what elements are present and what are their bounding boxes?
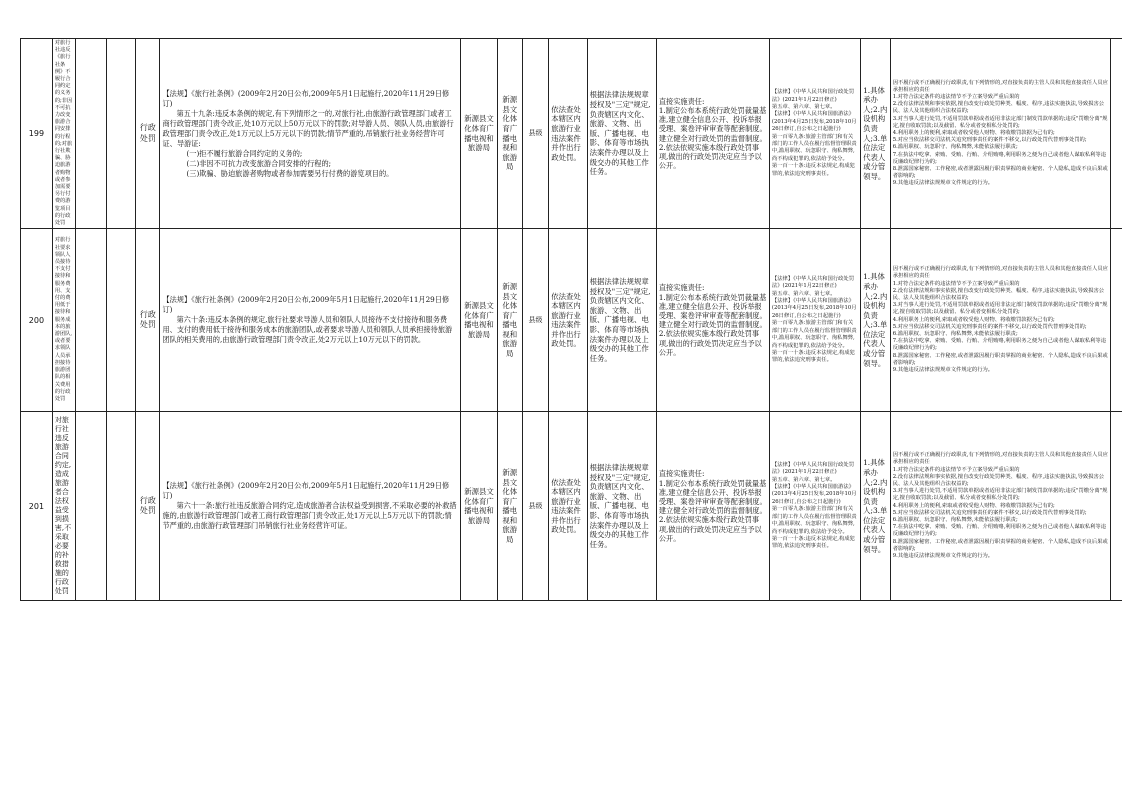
resp-line: 1.制定公布本系统行政处罚裁量基准,建立健全信息公开、投诉举报受理、案卷评审审查等配套制度。建立健全对行政处罚的监督制度。 <box>658 292 767 330</box>
legal-basis <box>160 412 461 601</box>
acc-line: 9.其他违反法律法规规章文件规定的行为。 <box>892 367 994 374</box>
acc-line: 6.滥用职权、玩忽职守、徇私舞弊,未能依法履行职责; <box>892 144 1018 151</box>
acc-line: 7.在执法中吃拿、索贿、受贿、行贿、介绍贿赂,利用职务之便为自己或者他人谋取私利等违反廉政纪律行为的; <box>892 151 1107 165</box>
law-reference <box>769 412 860 601</box>
duty: 依法查处本辖区内旅游行业违法案件并作出行政处罚。 <box>549 229 587 412</box>
blank-cell <box>75 39 106 229</box>
department-repeat: 新源县文化体育广播电视和旅游局 <box>497 39 522 229</box>
responsibility <box>656 412 769 601</box>
law-reference <box>769 229 860 412</box>
responsibility <box>656 229 769 412</box>
resp-line: 直接实施责任: <box>658 96 705 106</box>
acc-line: 9.其他违反法律法规规章文件规定的行为。 <box>892 553 994 560</box>
acc-line: 因不履行或不正确履行行政职责,有下列情形的,对直接负责的主管人员和其他直接责任人员应承担相应的责任 <box>892 266 1108 280</box>
authority: 根据法律法规规章授权及"三定"规定,负责辖区内文化、旅游、文物、出版、广播电视、电影、体育等市场执法案件办理以及上级交办的其他工作任务。 <box>587 412 656 601</box>
resp-line: 2.依法依规实施本级行政处罚事项,做出的行政处罚决定应当予以公开。 <box>658 515 762 543</box>
acc-line: 8.泄露国家秘密、工作秘密,或者泄露因履行职责掌握的商业秘密、个人隐私,造成不良后果或者影响的; <box>892 538 1108 552</box>
accountability <box>890 39 1111 229</box>
acc-line: 4.利用职务上的便利,索取或者收受他人财物、将收缴罚款据为己有的; <box>892 502 1055 509</box>
law-line: 第一百零九条:旅游主管部门和有关部门的工作人员在履行监督管理职责中,滥用职权、玩忽职守、徇私舞弊,尚不构成犯罪的,依法给予处分。 <box>771 506 857 535</box>
acc-line: 6.滥用职权、玩忽职守、徇私舞弊,未能依法履行职责; <box>892 331 1018 338</box>
blank-cell <box>1111 412 1122 601</box>
level: 县级 <box>522 39 548 229</box>
item-name: 对旅行社要求领队人员接待不支付接待和服务费用、支付的费用低于接待和服务成本的旅游团队,或者要求领队人员承担接待旅游团队的相关费用的行政处罚 <box>52 229 75 412</box>
acc-line: 9.其他违反法律法规规章文件规定的行为。 <box>892 180 994 187</box>
law-reference <box>769 39 860 229</box>
blank-cell <box>106 39 136 229</box>
level: 县级 <box>522 412 548 601</box>
authority: 根据法律法规规章授权及"三定"规定,负责辖区内文化、旅游、文物、出版、广播电视、电影、体育等市场执法案件办理以及上级交办的其他工作任务。 <box>587 229 656 412</box>
responsibility <box>656 39 769 229</box>
duty: 依法查处本辖区内旅游行业违法案件并作出行政处罚。 <box>549 412 587 601</box>
acc-line: 6.滥用职权、玩忽职守、徇私舞弊,未能依法履行职责; <box>892 517 1018 524</box>
law-line: 第五章、第六章、第七章。 <box>771 104 836 111</box>
law-line: 【法律】《中华人民共和国行政处罚法》(2021年1月22日修正) <box>771 89 855 103</box>
law-line: 【法律】《中华人民共和国旅游法》(2013年4月25日发布,2018年10月26日修订,自公布之日起施行) <box>771 298 857 319</box>
law-line: 【法律】《中华人民共和国旅游法》(2013年4月25日发布,2018年10月26日修订,自公布之日起施行) <box>771 484 857 505</box>
law-line: 【法律】《中华人民共和国行政处罚法》(2021年1月22日修正) <box>771 275 855 290</box>
legal-basis <box>160 39 461 229</box>
acc-line: 1.对符合法定条件的违法情节不予立案导致严重后果的 <box>892 94 1020 101</box>
row-number: 200 <box>21 229 53 412</box>
acc-line: 3.对当事人进行处罚,不适用罚款单据或者适用非法定部门制发罚款单据的;违反"罚缴分离"规定,擅自收取罚款;以及截留、私分或者变相私分处罚的; <box>892 115 1108 129</box>
acc-line: 1.对符合法定条件的违法情节不予立案导致严重后果的 <box>892 280 1020 287</box>
row-number: 201 <box>21 412 53 601</box>
department: 新源县文化体育广播电视和旅游局 <box>461 39 497 229</box>
department-repeat: 新源县文化体育广播电视和旅游局 <box>497 229 522 412</box>
basis-head: 【法规】《旅行社条例》(2009年2月20日公布,2009年5月1日起施行,2020年11月29日修订) <box>162 88 450 108</box>
basis-head: 【法规】《旅行社条例》(2009年2月20日公布,2009年5月1日起施行,2020年11月29日修订) <box>162 295 450 315</box>
acc-line: 5.对应当依法移交司法机关追究刑事责任的案件不移交,以行政处罚代替刑事处罚的; <box>892 323 1087 330</box>
power-list-table <box>20 38 1122 601</box>
table-row <box>21 229 1122 412</box>
law-line: 第一百一十条:违反本法规定,构成犯罪的,依法追究刑事责任。 <box>771 163 855 177</box>
resp-line: 1.制定公布本系统行政处罚裁量基准,建立健全信息公开、投诉举报受理、案卷评审审查等配套制度。建立健全对行政处罚的监督制度。 <box>658 106 767 143</box>
department: 新源县文化体育广播电视和旅游局 <box>461 229 497 412</box>
basis-body: 第六十一条:旅行社违反旅游合同约定,造成旅游者合法权益受到损害,不采取必要的补救措施的,由旅游行政管理部门或者工商行政管理部门责令改正,处1万元以上5万元以下的罚款;情节严重的,由旅游行政管理部门吊销旅行社业务经营许可证。 <box>162 501 457 531</box>
resp-line: 2.依法依规实施本级行政处罚事项,做出的行政处罚决定应当予以公开。 <box>658 329 762 357</box>
law-line: 第一百一十条:违反本法规定,构成犯罪的,依法追究刑事责任。 <box>771 349 855 364</box>
resp-line: 1.制定公布本系统行政处罚裁量基准,建立健全信息公开、投诉举报受理、案卷评审审查等配套制度。建立健全对行政处罚的监督制度。 <box>658 478 767 516</box>
basis-body: 第六十条:违反本条例的规定,旅行社要求导游人员和领队人员接待不支付接待和服务费用、支付的费用低于接待和服务成本的旅游团队,或者要求导游人员和领队人员承担接待旅游团队的相关费用的,由旅游行政管理部门责令改正,处2万元以上10万元以下的罚款。 <box>162 315 453 345</box>
accountability <box>890 412 1111 601</box>
department-repeat: 新源县文化体育广播电视和旅游局 <box>497 412 522 601</box>
power-type: 行政处罚 <box>136 39 160 229</box>
acc-line: 5.对应当依法移交司法机关追究刑事责任的案件不移交,以行政处罚代替刑事处罚的; <box>892 509 1087 516</box>
level: 县级 <box>522 229 548 412</box>
responsible-subject: 1.具体承办人;2.内设机构负责人;3.单位法定代表人或分管领导。 <box>861 39 891 229</box>
department: 新源县文化体育广播电视和旅游局 <box>461 412 497 601</box>
law-line: 第一百零九条:旅游主管部门和有关部门的工作人员在履行监督管理职责中,滥用职权、玩忽职守、徇私舞弊,尚不构成犯罪的,依法给予处分。 <box>771 133 857 162</box>
blank-cell <box>106 229 136 412</box>
legal-basis <box>160 229 461 412</box>
acc-line: 2.没有法律法规和事实依据,擅自改变行政处罚种类、幅度、程序,违法实施执法,导致损害公民、法人及其他组织合法权益的; <box>892 473 1105 488</box>
acc-line: 7.在执法中吃拿、索贿、受贿、行贿、介绍贿赂,利用职务之便为自己或者他人谋取私利等违反廉政纪律行为的; <box>892 524 1107 538</box>
law-line: 【法律】《中华人民共和国旅游法》(2013年4月25日发布,2018年10月26日修订,自公布之日起施行) <box>771 111 857 133</box>
blank-cell <box>1111 39 1122 229</box>
responsible-subject: 1.具体承办人;2.内设机构负责人;3.单位法定代表人或分管领导。 <box>861 229 891 412</box>
acc-line: 7.在执法中吃拿、索贿、受贿、行贿、介绍贿赂,利用职务之便为自己或者他人谋取私利等违反廉政纪律行为的; <box>892 338 1107 352</box>
blank-cell <box>106 412 136 601</box>
duty: 依法查处本辖区内旅游行业违法案件并作出行政处罚。 <box>549 39 587 229</box>
basis-body: 第五十九条:违反本条例的规定,有下列情形之一的,对旅行社,由旅游行政管理部门或者工商行政管理部门责令改正,处10万元以上50万元以下的罚款;对导游人员、领队人员,由旅游行政管理部门责令改正,处1万元以上5万元以下的罚款;情节严重的,吊销旅行社业务经营许可证、导游证: <box>162 108 454 148</box>
blank-cell <box>75 412 106 601</box>
accountability <box>890 229 1111 412</box>
acc-line: 5.对应当依法移交司法机关追究刑事责任的案件不移交,以行政处罚代替刑事处罚的; <box>892 137 1087 144</box>
authority: 根据法律法规规章授权及"三定"规定,负责辖区内文化、旅游、文物、出版、广播电视、电影、体育等市场执法案件办理以及上级交办的其他工作任务。 <box>587 39 656 229</box>
acc-line: 8.泄露国家秘密、工作秘密,或者泄露因履行职责掌握的商业秘密、个人隐私,造成不良后果或者影响的; <box>892 166 1108 180</box>
basis-item: (二)非因不可抗力改变旅游合同安排的行程的; <box>186 158 332 168</box>
law-line: 第一百一十条:违反本法规定,构成犯罪的,依法追究刑事责任。 <box>771 535 855 550</box>
acc-line: 3.对当事人进行处罚,不适用罚款单据或者适用非法定部门制发罚款单据的;违反"罚缴分离"规定,擅自收取罚款;以及截留、私分或者变相私分处罚的; <box>892 488 1108 502</box>
acc-line: 2.没有法律法规和事实依据,擅自改变行政处罚种类、幅度、程序,违法实施执法,导致损害公民、法人及其他组织合法权益的; <box>892 287 1105 302</box>
table-row <box>21 39 1122 229</box>
acc-line: 因不履行或不正确履行行政职责,有下列情形的,对直接负责的主管人员和其他直接责任人员应承担相应的责任 <box>892 452 1108 466</box>
acc-line: 4.利用职务上的便利,索取或者收受他人财物、将收缴罚款据为己有的; <box>892 130 1055 137</box>
item-name: 对旅行社违反《旅行社条例》不履行合同约定的义务的;非因不可抗力改变旅游合同安排的行程的;对旅行社欺骗、胁迫旅游者购物或者参加需要另行付费的游览项目的行政处罚 <box>52 39 75 229</box>
law-line: 第五章、第六章、第七章。 <box>771 290 836 297</box>
acc-line: 1.对符合法定条件的违法情节不予立案导致严重后果的 <box>892 466 1020 473</box>
blank-cell <box>1111 229 1122 412</box>
law-line: 【法律】《中华人民共和国行政处罚法》(2021年1月22日修正) <box>771 461 855 476</box>
power-type: 行政处罚 <box>136 412 160 601</box>
row-number: 199 <box>21 39 53 229</box>
power-type: 行政处罚 <box>136 229 160 412</box>
acc-line: 4.利用职务上的便利,索取或者收受他人财物、将收缴罚款据为己有的; <box>892 316 1055 323</box>
acc-line: 3.对当事人进行处罚,不适用罚款单据或者适用非法定部门制发罚款单据的;违反"罚缴分离"规定,擅自收取罚款;以及截留、私分或者变相私分处罚的; <box>892 302 1108 316</box>
law-line: 第五章、第六章、第七章。 <box>771 476 836 483</box>
blank-cell <box>75 229 106 412</box>
resp-line: 直接实施责任: <box>658 283 705 293</box>
basis-item: (一)拒不履行旅游合同约定的义务的; <box>186 148 303 158</box>
resp-line: 直接实施责任: <box>658 469 705 479</box>
basis-head: 【法规】《旅行社条例》(2009年2月20日公布,2009年5月1日起施行,2020年11月29日修订) <box>162 481 450 501</box>
acc-line: 8.泄露国家秘密、工作秘密,或者泄露因履行职责掌握的商业秘密、个人隐私,造成不良后果或者影响的; <box>892 352 1108 366</box>
item-name: 对旅行社违反旅游合同约定,造成旅游者合法权益受到损害,不采取必要的补救措施的行政处罚 <box>52 412 75 601</box>
resp-line: 2.依法依规实施本级行政处罚事项,做出的行政处罚决定应当予以公开。 <box>658 142 762 171</box>
basis-item: (三)欺骗、胁迫旅游者购物或者参加需要另行付费的游览项目的。 <box>186 168 394 178</box>
responsible-subject: 1.具体承办人;2.内设机构负责人;3.单位法定代表人或分管领导。 <box>861 412 891 601</box>
acc-line: 2.没有法律法规和事实依据,擅自改变行政处罚种类、幅度、程序,违法实施执法,导致损害公民、法人及其他组织合法权益的; <box>892 101 1105 115</box>
table-row <box>21 412 1122 601</box>
law-line: 第一百零九条:旅游主管部门和有关部门的工作人员在履行监督管理职责中,滥用职权、玩忽职守、徇私舞弊,尚不构成犯罪的,依法给予处分。 <box>771 320 857 349</box>
acc-line: 因不履行或不正确履行行政职责,有下列情形的,对直接负责的主管人员和其他直接责任人员应承担相应的责任 <box>892 79 1108 93</box>
